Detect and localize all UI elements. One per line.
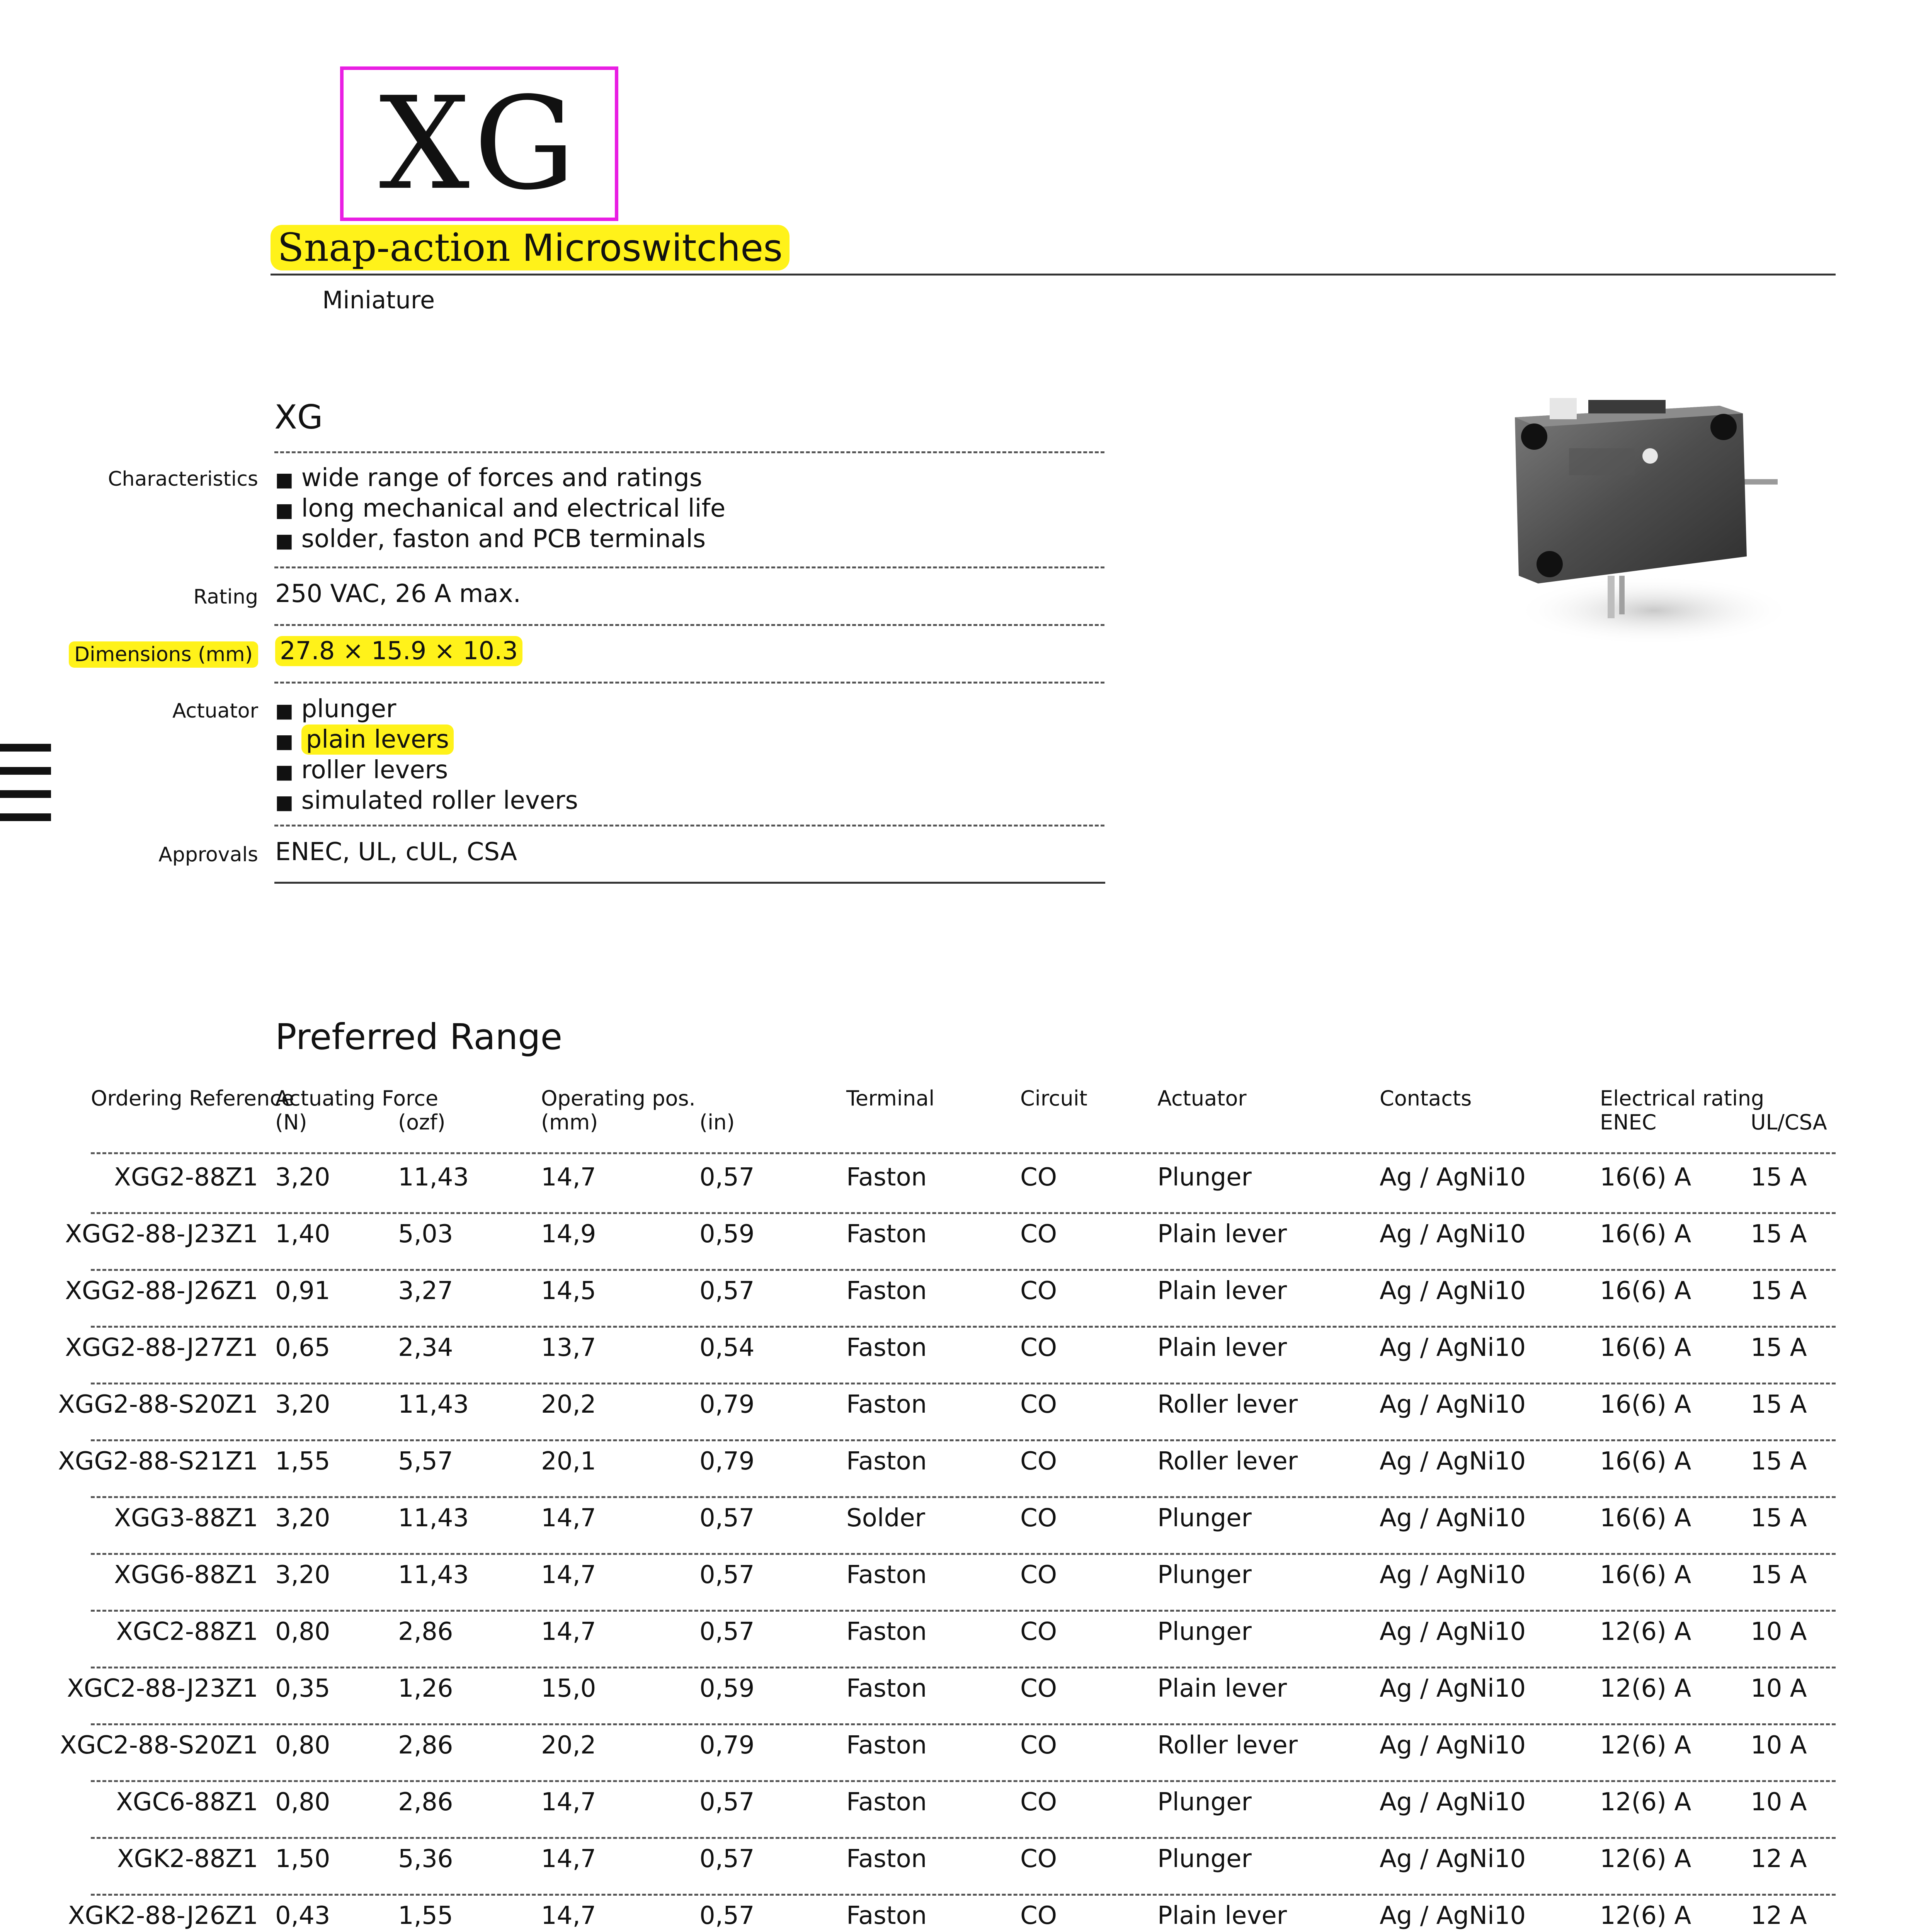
side-tab-mark — [0, 813, 51, 821]
divider — [274, 566, 1104, 568]
divider — [91, 1553, 1836, 1555]
side-tab-mark — [0, 790, 51, 798]
cell-ordering-reference: XGG3-88Z1 — [114, 1504, 258, 1532]
cell-pos-mm: 14,7 — [541, 1561, 596, 1589]
col-header-ul-csa: UL/CSA — [1751, 1110, 1827, 1134]
cell-ordering-reference: XGC2-88-J23Z1 — [67, 1674, 258, 1703]
cell-force-n: 1,50 — [275, 1845, 330, 1873]
cell-pos-in: 0,79 — [699, 1447, 755, 1476]
cell-actuator: Plain lever — [1157, 1901, 1287, 1930]
cell-pos-in: 0,57 — [699, 1277, 755, 1305]
cell-force-n: 0,43 — [275, 1901, 330, 1930]
cell-pos-mm: 13,7 — [541, 1333, 596, 1362]
actuator-list — [275, 695, 578, 817]
cell-rating-ul-csa: 15 A — [1751, 1447, 1807, 1476]
cell-rating-enec: 16(6) A — [1600, 1561, 1691, 1589]
col-header-actuator: Actuator — [1157, 1086, 1247, 1111]
cell-actuator: Plain lever — [1157, 1674, 1287, 1703]
cell-terminal: Faston — [846, 1788, 927, 1816]
cell-actuator: Plunger — [1157, 1617, 1252, 1646]
divider — [91, 1894, 1836, 1896]
cell-contacts: Ag / AgNi10 — [1380, 1901, 1526, 1930]
cell-ordering-reference: XGG2-88-S21Z1 — [58, 1447, 258, 1476]
cell-circuit: CO — [1020, 1390, 1057, 1419]
divider — [91, 1383, 1836, 1384]
cell-rating-enec: 16(6) A — [1600, 1277, 1691, 1305]
cell-force-n: 3,20 — [275, 1390, 330, 1419]
characteristics-label: Characteristics — [108, 468, 258, 491]
list-item: ■ roller levers — [275, 756, 448, 784]
divider — [91, 1780, 1836, 1782]
section-title: Preferred Range — [275, 1016, 563, 1058]
page-subtitle — [271, 225, 790, 270]
cell-ordering-reference: XGG2-88Z1 — [114, 1163, 258, 1192]
cell-contacts: Ag / AgNi10 — [1380, 1561, 1526, 1589]
header-rule — [271, 274, 1836, 276]
cell-rating-enec: 16(6) A — [1600, 1220, 1691, 1248]
cell-rating-enec: 16(6) A — [1600, 1447, 1691, 1476]
cell-pos-mm: 14,7 — [541, 1163, 596, 1192]
cell-ordering-reference: XGG2-88-J23Z1 — [65, 1220, 258, 1248]
cell-contacts: Ag / AgNi10 — [1380, 1674, 1526, 1703]
product-name: XG — [274, 398, 323, 437]
col-header-pos-mm: (mm) — [541, 1110, 598, 1134]
cell-force-ozf: 2,86 — [398, 1617, 453, 1646]
cell-terminal: Faston — [846, 1674, 927, 1703]
cell-ordering-reference: XGC2-88-S20Z1 — [60, 1731, 258, 1760]
cell-ordering-reference: XGC6-88Z1 — [116, 1788, 258, 1816]
cell-terminal: Faston — [846, 1220, 927, 1248]
divider — [91, 1723, 1836, 1725]
dimensions-label: Dimensions (mm) — [69, 641, 258, 668]
cell-force-n: 0,35 — [275, 1674, 330, 1703]
divider — [274, 624, 1104, 626]
cell-force-n: 0,80 — [275, 1617, 330, 1646]
col-header-enec: ENEC — [1600, 1110, 1657, 1134]
dimensions-value: 27.8 × 15.9 × 10.3 — [275, 637, 522, 666]
cell-terminal: Solder — [846, 1504, 925, 1532]
cell-actuator: Plain lever — [1157, 1220, 1287, 1248]
cell-contacts: Ag / AgNi10 — [1380, 1163, 1526, 1192]
cell-pos-in: 0,59 — [699, 1674, 755, 1703]
cell-pos-in: 0,79 — [699, 1731, 755, 1760]
cell-force-n: 1,55 — [275, 1447, 330, 1476]
cell-actuator: Plunger — [1157, 1163, 1252, 1192]
cell-pos-in: 0,57 — [699, 1617, 755, 1646]
series-logo: XG — [379, 70, 580, 218]
cell-ordering-reference: XGK2-88Z1 — [117, 1845, 258, 1873]
cell-terminal: Faston — [846, 1333, 927, 1362]
col-header-contacts: Contacts — [1380, 1086, 1472, 1111]
list-item: ■ long mechanical and electrical life — [275, 494, 726, 523]
cell-pos-mm: 14,7 — [541, 1845, 596, 1873]
cell-pos-in: 0,57 — [699, 1788, 755, 1816]
cell-circuit: CO — [1020, 1163, 1057, 1192]
divider — [274, 682, 1104, 684]
cell-terminal: Faston — [846, 1617, 927, 1646]
cell-circuit: CO — [1020, 1731, 1057, 1760]
cell-contacts: Ag / AgNi10 — [1380, 1277, 1526, 1305]
cell-contacts: Ag / AgNi10 — [1380, 1504, 1526, 1532]
subtitle-part1: Snap-action — [277, 225, 510, 270]
cell-ordering-reference: XGG6-88Z1 — [114, 1561, 258, 1589]
cell-rating-ul-csa: 15 A — [1751, 1390, 1807, 1419]
cell-circuit: CO — [1020, 1277, 1057, 1305]
cell-circuit: CO — [1020, 1617, 1057, 1646]
cell-actuator: Plain lever — [1157, 1333, 1287, 1362]
cell-force-ozf: 3,27 — [398, 1277, 453, 1305]
actuator-label: Actuator — [172, 699, 258, 723]
col-header-terminal: Terminal — [846, 1086, 935, 1111]
cell-contacts: Ag / AgNi10 — [1380, 1731, 1526, 1760]
cell-pos-in: 0,57 — [699, 1901, 755, 1930]
cell-actuator: Roller lever — [1157, 1390, 1298, 1419]
cell-pos-mm: 20,2 — [541, 1390, 596, 1419]
cell-pos-mm: 15,0 — [541, 1674, 596, 1703]
cell-force-n: 1,40 — [275, 1220, 330, 1248]
cell-actuator: Plunger — [1157, 1845, 1252, 1873]
list-item: ■ solder, faston and PCB terminals — [275, 525, 706, 553]
cell-circuit: CO — [1020, 1788, 1057, 1816]
cell-terminal: Faston — [846, 1845, 927, 1873]
cell-rating-ul-csa: 10 A — [1751, 1674, 1807, 1703]
cell-force-ozf: 1,55 — [398, 1901, 453, 1930]
cell-pos-mm: 20,1 — [541, 1447, 596, 1476]
cell-rating-ul-csa: 15 A — [1751, 1333, 1807, 1362]
cell-force-ozf: 2,86 — [398, 1731, 453, 1760]
cell-ordering-reference: XGG2-88-S20Z1 — [58, 1390, 258, 1419]
cell-rating-enec: 12(6) A — [1600, 1901, 1691, 1930]
divider — [91, 1152, 1836, 1154]
cell-rating-ul-csa: 15 A — [1751, 1504, 1807, 1532]
cell-force-n: 3,20 — [275, 1561, 330, 1589]
cell-pos-in: 0,57 — [699, 1504, 755, 1532]
cell-circuit: CO — [1020, 1901, 1057, 1930]
cell-force-ozf: 5,36 — [398, 1845, 453, 1873]
cell-circuit: CO — [1020, 1333, 1057, 1362]
cell-force-n: 0,80 — [275, 1788, 330, 1816]
cell-pos-in: 0,57 — [699, 1561, 755, 1589]
cell-force-ozf: 5,57 — [398, 1447, 453, 1476]
divider — [91, 1610, 1836, 1612]
cell-contacts: Ag / AgNi10 — [1380, 1788, 1526, 1816]
cell-rating-ul-csa: 10 A — [1751, 1731, 1807, 1760]
cell-contacts: Ag / AgNi10 — [1380, 1617, 1526, 1646]
cell-rating-enec: 12(6) A — [1600, 1617, 1691, 1646]
cell-force-n: 3,20 — [275, 1504, 330, 1532]
cell-circuit: CO — [1020, 1561, 1057, 1589]
subtitle-part2: Microswitches — [510, 226, 783, 270]
cell-contacts: Ag / AgNi10 — [1380, 1845, 1526, 1873]
col-header-circuit: Circuit — [1020, 1086, 1087, 1111]
cell-force-n: 0,65 — [275, 1333, 330, 1362]
cell-terminal: Faston — [846, 1731, 927, 1760]
cell-pos-mm: 14,7 — [541, 1617, 596, 1646]
col-header-force-n: (N) — [275, 1110, 307, 1134]
cell-pos-mm: 14,9 — [541, 1220, 596, 1248]
divider — [91, 1212, 1836, 1214]
cell-pos-mm: 14,5 — [541, 1277, 596, 1305]
cell-actuator: Plunger — [1157, 1561, 1252, 1589]
cell-force-n: 3,20 — [275, 1163, 330, 1192]
cell-rating-ul-csa: 10 A — [1751, 1788, 1807, 1816]
side-tab-mark — [0, 744, 51, 752]
cell-rating-enec: 12(6) A — [1600, 1788, 1691, 1816]
cell-rating-enec: 16(6) A — [1600, 1390, 1691, 1419]
cell-rating-enec: 12(6) A — [1600, 1731, 1691, 1760]
cell-rating-ul-csa: 15 A — [1751, 1277, 1807, 1305]
cell-circuit: CO — [1020, 1504, 1057, 1532]
col-header-force-ozf: (ozf) — [398, 1110, 446, 1134]
cell-terminal: Faston — [846, 1390, 927, 1419]
cell-pos-mm: 14,7 — [541, 1901, 596, 1930]
cell-ordering-reference: XGG2-88-J26Z1 — [65, 1277, 258, 1305]
cell-rating-ul-csa: 10 A — [1751, 1617, 1807, 1646]
cell-contacts: Ag / AgNi10 — [1380, 1447, 1526, 1476]
cell-pos-in: 0,57 — [699, 1845, 755, 1873]
list-item: ■ plunger — [275, 695, 396, 723]
characteristics-list — [275, 464, 725, 555]
cell-rating-enec: 16(6) A — [1600, 1333, 1691, 1362]
cell-force-ozf: 11,43 — [398, 1163, 469, 1192]
cell-circuit: CO — [1020, 1674, 1057, 1703]
cell-ordering-reference: XGK2-88-J26Z1 — [68, 1901, 258, 1930]
rating-value: 250 VAC, 26 A max. — [275, 580, 521, 608]
divider — [91, 1269, 1836, 1271]
cell-terminal: Faston — [846, 1901, 927, 1930]
cell-contacts: Ag / AgNi10 — [1380, 1220, 1526, 1248]
approvals-label: Approvals — [158, 843, 258, 866]
list-item: ■ simulated roller levers — [275, 786, 578, 815]
rating-label: Rating — [193, 585, 258, 609]
side-tab-mark — [0, 767, 51, 775]
divider — [91, 1496, 1836, 1498]
cell-force-ozf: 11,43 — [398, 1390, 469, 1419]
cell-ordering-reference: XGG2-88-J27Z1 — [65, 1333, 258, 1362]
cell-pos-mm: 20,2 — [541, 1731, 596, 1760]
cell-rating-ul-csa: 15 A — [1751, 1220, 1807, 1248]
cell-force-ozf: 5,03 — [398, 1220, 453, 1248]
approvals-value: ENEC, UL, cUL, CSA — [275, 838, 517, 866]
cell-pos-in: 0,59 — [699, 1220, 755, 1248]
cell-contacts: Ag / AgNi10 — [1380, 1333, 1526, 1362]
list-item: ■ plain levers — [275, 725, 578, 756]
cell-pos-mm: 14,7 — [541, 1504, 596, 1532]
cell-pos-mm: 14,7 — [541, 1788, 596, 1816]
cell-force-ozf: 1,26 — [398, 1674, 453, 1703]
cell-force-ozf: 2,34 — [398, 1333, 453, 1362]
cell-ordering-reference: XGC2-88Z1 — [116, 1617, 258, 1646]
cell-actuator: Plunger — [1157, 1788, 1252, 1816]
cell-force-ozf: 11,43 — [398, 1504, 469, 1532]
cell-terminal: Faston — [846, 1561, 927, 1589]
col-header-actuating-force: Actuating Force — [275, 1086, 439, 1111]
cell-force-n: 0,91 — [275, 1277, 330, 1305]
cell-terminal: Faston — [846, 1277, 927, 1305]
cell-actuator: Plain lever — [1157, 1277, 1287, 1305]
cell-pos-in: 0,57 — [699, 1163, 755, 1192]
cell-circuit: CO — [1020, 1447, 1057, 1476]
cell-rating-enec: 16(6) A — [1600, 1504, 1691, 1532]
divider — [91, 1326, 1836, 1328]
cell-rating-ul-csa: 15 A — [1751, 1163, 1807, 1192]
cell-pos-in: 0,79 — [699, 1390, 755, 1419]
cell-contacts: Ag / AgNi10 — [1380, 1390, 1526, 1419]
cell-actuator: Roller lever — [1157, 1447, 1298, 1476]
cell-actuator: Plunger — [1157, 1504, 1252, 1532]
cell-actuator: Roller lever — [1157, 1731, 1298, 1760]
cell-terminal: Faston — [846, 1163, 927, 1192]
cell-force-ozf: 11,43 — [398, 1561, 469, 1589]
cell-circuit: CO — [1020, 1220, 1057, 1248]
cell-terminal: Faston — [846, 1447, 927, 1476]
col-header-ordering-reference: Ordering Reference — [91, 1086, 294, 1111]
divider — [274, 451, 1104, 453]
cell-circuit: CO — [1020, 1845, 1057, 1873]
cell-rating-enec: 12(6) A — [1600, 1845, 1691, 1873]
list-item: ■ wide range of forces and ratings — [275, 464, 703, 492]
cell-rating-enec: 16(6) A — [1600, 1163, 1691, 1192]
col-header-operating-pos: Operating pos. — [541, 1086, 696, 1111]
cell-force-ozf: 2,86 — [398, 1788, 453, 1816]
col-header-electrical-rating: Electrical rating — [1600, 1086, 1765, 1111]
cell-force-n: 0,80 — [275, 1731, 330, 1760]
section-end-rule — [274, 882, 1105, 884]
divider — [274, 825, 1104, 827]
cell-rating-ul-csa: 15 A — [1751, 1561, 1807, 1589]
microswitch-photo-icon — [1492, 383, 1793, 653]
divider — [91, 1667, 1836, 1668]
cell-rating-enec: 12(6) A — [1600, 1674, 1691, 1703]
cell-rating-ul-csa: 12 A — [1751, 1901, 1807, 1930]
category-label: Miniature — [322, 286, 435, 314]
cell-pos-in: 0,54 — [699, 1333, 755, 1362]
divider — [91, 1837, 1836, 1839]
col-header-pos-in: (in) — [699, 1110, 735, 1134]
cell-rating-ul-csa: 12 A — [1751, 1845, 1807, 1873]
divider — [91, 1439, 1836, 1441]
